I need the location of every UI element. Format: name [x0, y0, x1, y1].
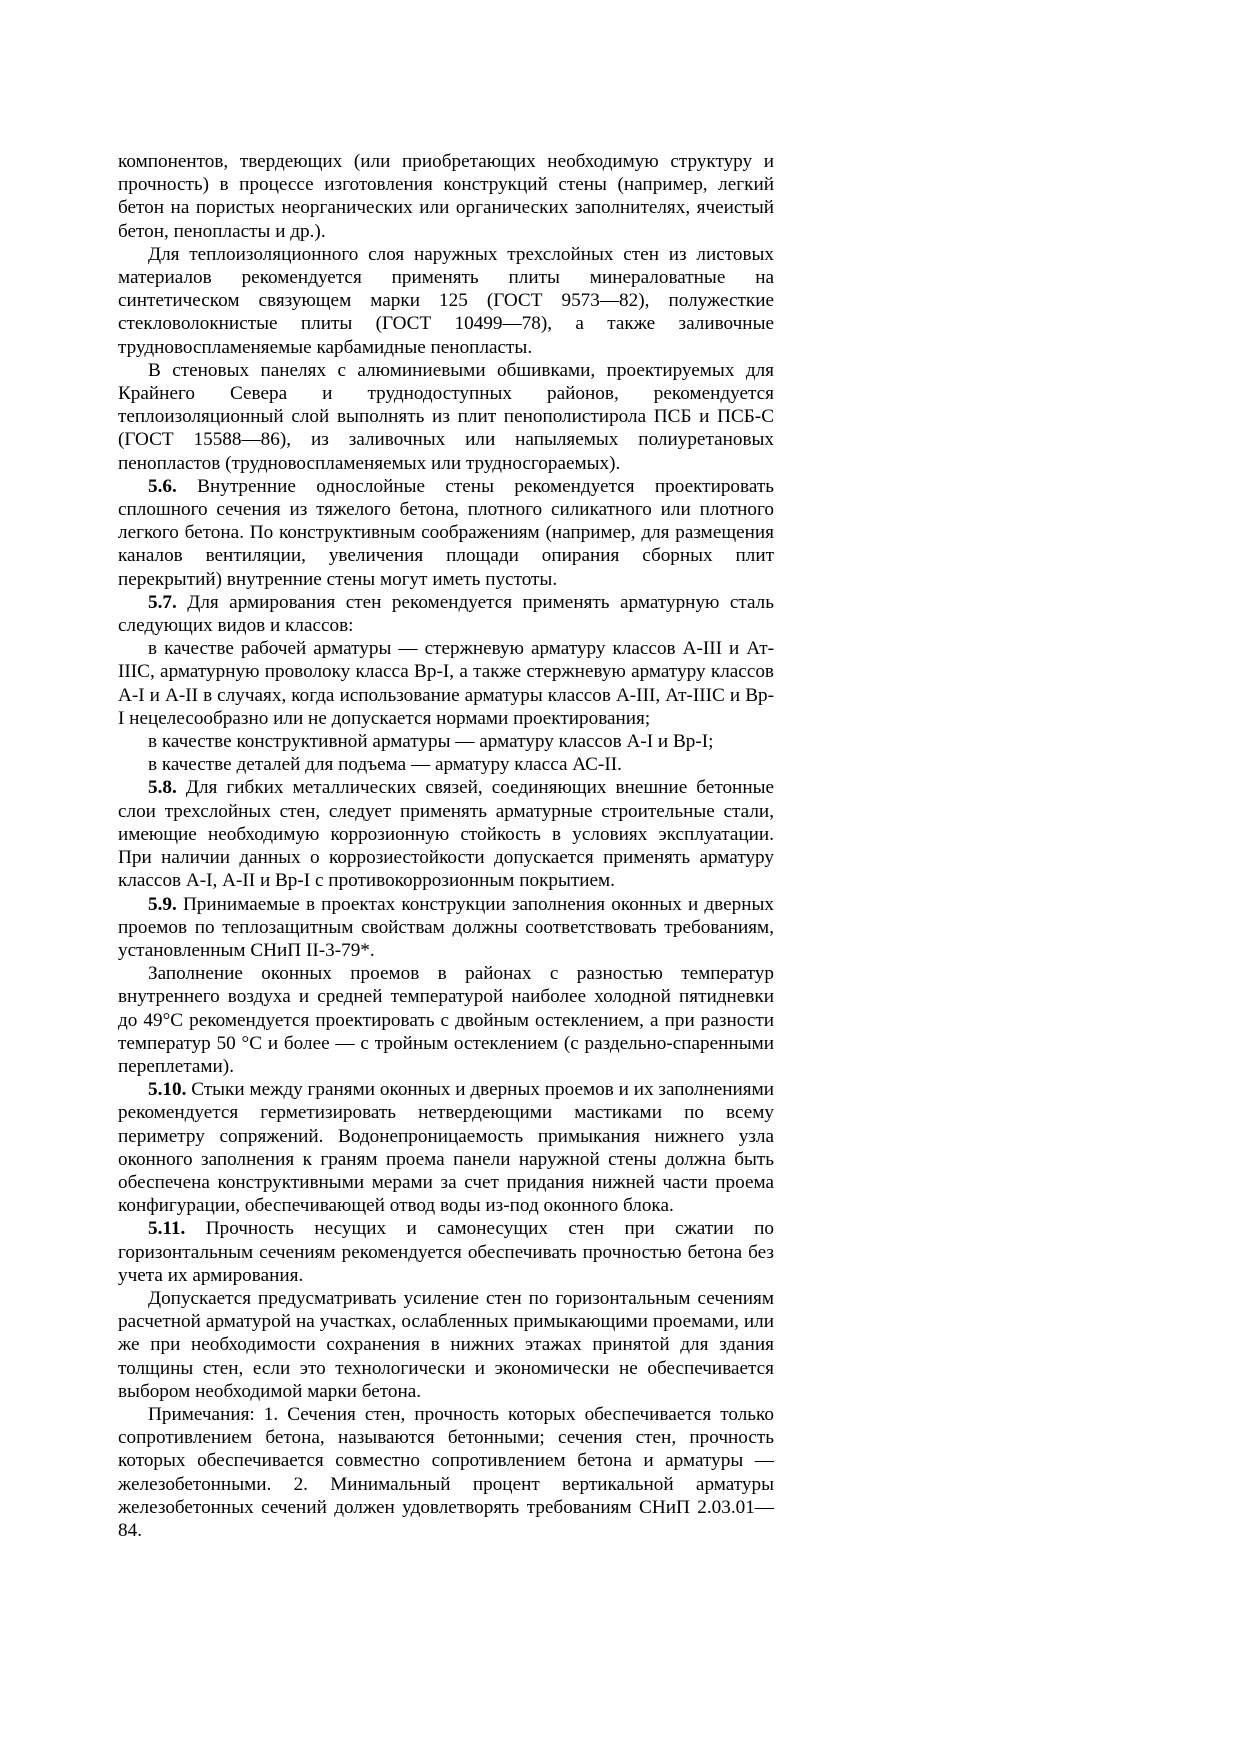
- paragraph-text: Внутренние однослойные стены рекомендуется проектировать сплошного сечения из тяжелого бетона, плотного силикатного или плотного легкого бетона. По конструктивным соображениям (например, для размещения каналов вентиляции, увеличения площади опирания сборных плит перекрытий) внутренние стены могут иметь пустоты.: [118, 475, 774, 590]
- paragraph-thermal-insulation: [118, 243, 774, 359]
- section-5-11: [118, 1217, 774, 1287]
- paragraph-text: Для армирования стен рекомендуется применять арматурную сталь следующих видов и классов:: [118, 591, 774, 637]
- paragraph-text: в качестве деталей для подъема — арматуру класса АС-II.: [148, 754, 622, 776]
- document-page: [118, 150, 774, 1542]
- section-5-9: [118, 893, 774, 963]
- paragraph-text: В стеновых панелях с алюминиевыми обшивками, проектируемых для Крайнего Севера и труднодоступных районов, рекомендуется теплоизоляционный слой выполнять из плит пенополистирола ПСБ и ПСБ-С (ГОСТ 15588—86), из заливочных или напыляемых полиуретановых пенопластов (трудновоспламеняемых или трудносгораемых).: [118, 359, 774, 474]
- paragraph-window-filling: [118, 962, 774, 1078]
- list-item-lifting-parts: [118, 753, 774, 776]
- section-number: 5.7.: [148, 591, 177, 613]
- paragraph-continuation: [118, 150, 774, 243]
- paragraph-text: Стыки между гранями оконных и дверных проемов и их заполнениями рекомендуется герметизировать нетвердеющими мастиками по всему периметру сопряжений. Водонепроницаемость примыкания нижнего узла оконного заполнения к граням проема панели наружной стены должна быть обеспечена конструктивными мерами за счет придания нижней части проема конфигурации, обеспечивающей отвод воды из-под оконного блока.: [118, 1079, 774, 1217]
- paragraph-text: Допускается предусматривать усиление стен по горизонтальным сечениям расчетной арматурой на участках, ослабленных примыкающими проемами, или же при необходимости сохранения в нижних этажах принятой для здания толщины стен, если это технологически и экономически не обеспечивается выбором необходимой марки бетона.: [118, 1287, 774, 1402]
- paragraph-notes: [118, 1403, 774, 1542]
- section-5-8: [118, 776, 774, 892]
- paragraph-text: Для теплоизоляционного слоя наружных трехслойных стен из листовых материалов рекомендуется применять плиты минераловатные на синтетическом связующем марки 125 (ГОСТ 9573—82), полужесткие стекловолокнистые плиты (ГОСТ 10499—78), а также заливочные трудновоспламеняемые карбамидные пенопласты.: [118, 243, 774, 358]
- section-5-10: [118, 1078, 774, 1217]
- section-number: 5.6.: [148, 475, 177, 497]
- paragraph-text: компонентов, твердеющих (или приобретающих необходимую структуру и прочность) в процессе изготовления конструкций стены (например, легкий бетон на пористых неорганических или органических заполнителях, ячеистый бетон, пенопласты и др.).: [118, 151, 774, 242]
- section-number: 5.10.: [148, 1079, 187, 1101]
- paragraph-text: Прочность несущих и самонесущих стен при сжатии по горизонтальным сечениям рекомендуется обеспечивать прочностью бетона без учета их армирования.: [118, 1218, 774, 1286]
- paragraph-text: Заполнение оконных проемов в районах с разностью температур внутреннего воздуха и средней температурой наиболее холодной пятидневки до 49°С рекомендуется проектировать с двойным остеклением, а при разности температур 50 °С и более — с тройным остеклением (с раздельно-спаренными переплетами).: [118, 963, 774, 1077]
- section-5-7: [118, 591, 774, 637]
- section-number: 5.9.: [148, 893, 177, 915]
- paragraph-text: Для гибких металлических связей, соединяющих внешние бетонные слои трехслойных стен, следует применять арматурные строительные стали, имеющие необходимую коррозионную стойкость в условиях эксплуатации. При наличии данных о коррозиестойкости допускается применять арматуру классов А-I, А-II и Вр-I с противокоррозионным покрытием.: [118, 777, 774, 892]
- paragraph-text: Принимаемые в проектах конструкции заполнения оконных и дверных проемов по теплозащитным свойствам должны соответствовать требованиям, установленным СНиП II-3-79*.: [118, 893, 774, 961]
- section-number: 5.11.: [148, 1218, 186, 1240]
- list-item-working-reinforcement: [118, 637, 774, 730]
- paragraph-aluminum-panels: [118, 359, 774, 475]
- paragraph-text: в качестве рабочей арматуры — стержневую арматуру классов А-III и Ат-IIIС, арматурную проволоку класса Вр-I, а также стержневую арматуру классов А-I и А-II в случаях, когда использование арматуры классов А-III, Ат-IIIС и Вр-I нецелесообразно или не допускается нормами проектирования;: [118, 638, 774, 729]
- section-number: 5.8.: [148, 777, 177, 799]
- paragraph-reinforcement-allowed: [118, 1287, 774, 1403]
- paragraph-text: в качестве конструктивной арматуры — арматуру классов А-I и Вр-I;: [148, 731, 714, 753]
- section-5-6: [118, 475, 774, 591]
- paragraph-text: Примечания: 1. Сечения стен, прочность которых обеспечивается только сопротивлением бетона, называются бетонными; сечения стен, прочность которых обеспечивается совместно сопротивлением бетона и арматуры — железобетонными. 2. Минимальный процент вертикальной арматуры железобетонных сечений должен удовлетворять требованиям СНиП 2.03.01—84.: [118, 1403, 774, 1541]
- list-item-structural-reinforcement: [118, 730, 774, 753]
